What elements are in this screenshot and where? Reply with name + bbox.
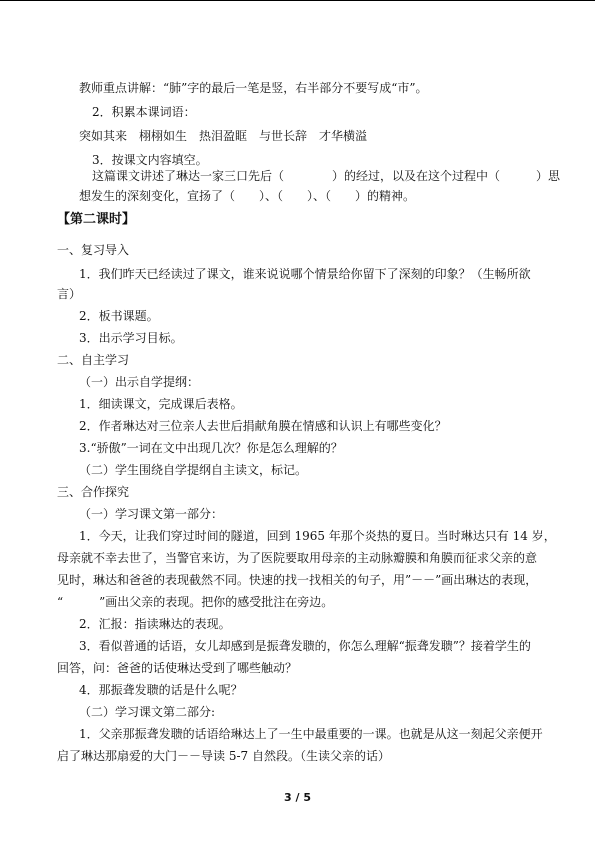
text-line: 4．那振聋发聩的话是什么呢？ — [79, 683, 243, 697]
text-line: 这篇课文讲述了琳达一家三口先后（ ）的经过，以及在这个过程中（ ）思 — [92, 169, 561, 183]
text-line: “ ”画出父亲的表现。把你的感受批注在旁边。 — [57, 595, 334, 609]
text-line: 一、复习导入 — [57, 243, 130, 257]
text-line: 3.“骄傲”一词在文中出现几次？你是怎么理解的？ — [79, 441, 343, 455]
text-line: 三、合作探究 — [57, 485, 130, 499]
text-line: 启了琳达那扇爱的大门－－导读 5-7 自然段。（生读父亲的话） — [57, 749, 390, 763]
text-line: 突如其来 栩栩如生 热泪盈眶 与世长辞 才华横溢 — [79, 129, 368, 143]
text-line: 3．按课文内容填空。 — [92, 153, 208, 167]
text-line: 3．看似普通的话语，女儿却感到是振聋发聩的，你怎么理解“振聋发聩”？接着学生的 — [79, 639, 531, 653]
text-line: 3．出示学习目标。 — [79, 331, 183, 345]
text-line: 2．积累本课词语： — [92, 105, 196, 119]
text-line: （一）出示自学提纲： — [79, 375, 200, 389]
text-line: 1．我们昨天已经读过了课文，谁来说说哪个情景给你留下了深刻的印象？（生畅所欲 — [79, 267, 531, 281]
text-line: 教师重点讲解：“肺”字的最后一笔是竖，右半部分不要写成“市”。 — [79, 81, 428, 95]
text-line: 1．今天，让我们穿过时间的隧道，回到 1965 年那个炎热的夏日。当时琳达只有 14 岁， — [79, 529, 556, 543]
text-line: 二、自主学习 — [57, 353, 130, 367]
text-line: 言） — [57, 287, 82, 301]
text-line: 2．板书课题。 — [79, 309, 159, 323]
text-line: 回答，问：爸爸的话使琳达受到了哪些触动？ — [57, 661, 298, 675]
text-line: 2．作者琳达对三位亲人去世后捐献角膜在情感和认识上有哪些变化？ — [79, 419, 447, 433]
text-line: 2．汇报：指读琳达的表现。 — [79, 617, 231, 631]
text-line: 想发生的深刻变化，宣扬了（ ）、（ ）、（ ）的精神。 — [79, 189, 416, 203]
text-line: （二）学生围绕自学提纲自主读文，标记。 — [79, 463, 308, 477]
section-heading: 【第二课时】 — [57, 212, 136, 227]
text-line: 见时，琳达和爸爸的表现截然不同。快速的找一找相关的句子，用”－－”画出琳达的表现， — [57, 573, 538, 587]
text-line: 母亲就不幸去世了，当警官来访，为了医院要取用母亲的主动脉瓣膜和角膜而征求父亲的意 — [57, 551, 538, 565]
page-number: 3 / 5 — [284, 791, 311, 804]
text-line: 1．细读课文，完成课后表格。 — [79, 397, 243, 411]
text-line: （一）学习课文第一部分： — [79, 507, 224, 521]
text-line: （二）学习课文第二部分: — [79, 705, 216, 719]
text-line: 1．父亲那振聋发聩的话语给琳达上了一生中最重要的一课。也就是从这一刻起父亲便开 — [79, 727, 543, 741]
